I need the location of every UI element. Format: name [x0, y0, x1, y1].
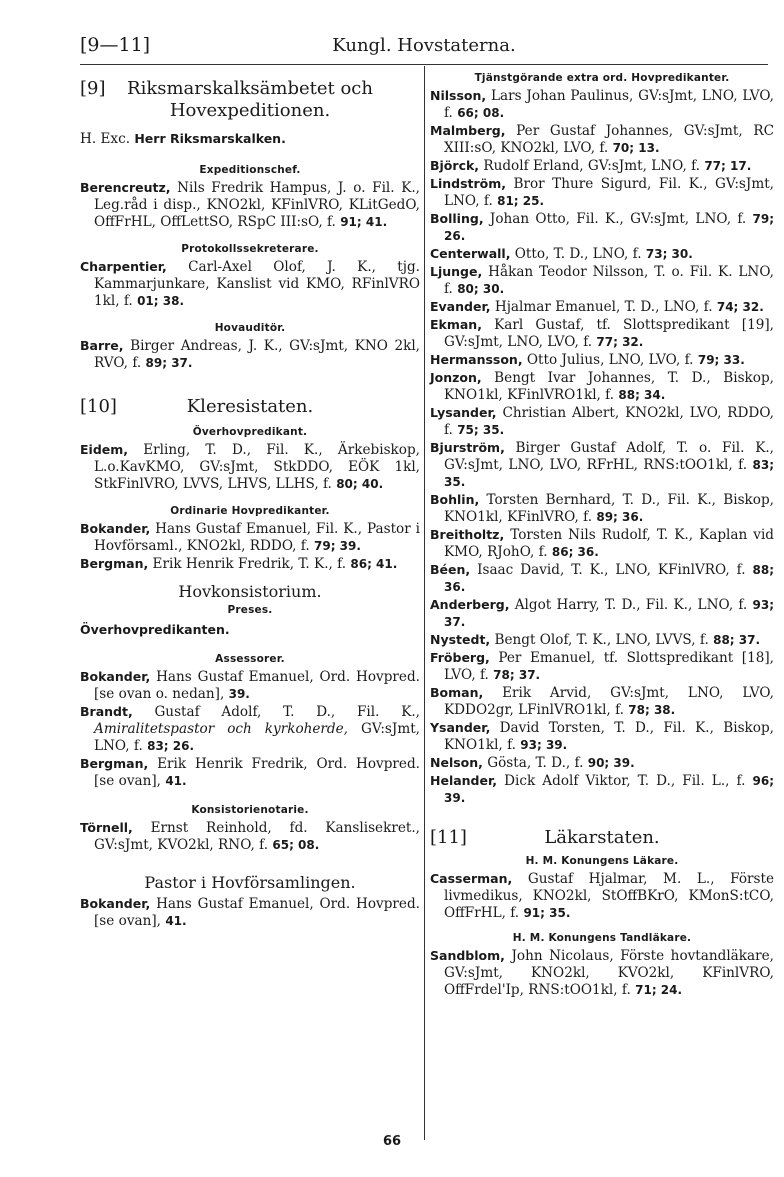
entry-charpentier: Charpentier, Carl-Axel Olof, J. K., tjg. Kammarjunkare, Kanslist vid KMO, RFinlVRO 1kl, f. 01; 38.: [80, 259, 420, 309]
section-10-heading: [10] Kleresistaten.: [80, 396, 314, 417]
entry-sandblom: Sandblom, John Nicolaus, Förste hovtandläkare, GV:sJmt, KNO2kl, KVO2kl, KFinlVRO, OffFrdel'Ip, RNS:tOO1kl, f. 71; 24.: [430, 948, 774, 998]
heading-hovkonsistorium: Hovkonsistorium.: [178, 582, 322, 601]
list-item: Anderberg, Algot Harry, T. D., Fil. K., LNO, f. 93; 37.: [430, 597, 774, 629]
entry-brandt: Brandt, Gustaf Adolf, T. D., Fil. K., Amiralitetspastor och kyrkoherde, GV:sJmt, LNO, f. 83; 26.: [80, 704, 420, 754]
list-item: Evander, Hjalmar Emanuel, T. D., LNO, f. 74; 32.: [430, 299, 764, 315]
page-header: [80, 34, 768, 62]
entry-bokander-3: Bokander, Hans Gustaf Emanuel, Ord. Hovpred. [se ovan], 41.: [80, 896, 420, 929]
list-item: Ysander, David Torsten, T. D., Fil. K., Biskop, KNO1kl, f. 93; 39.: [430, 720, 774, 753]
section-range: [9—11]: [80, 34, 151, 56]
hovpredikanter-list: [430, 87, 774, 807]
section-11-heading: [11] Läkarstaten.: [430, 827, 660, 848]
right-column: [430, 70, 774, 999]
list-item: Bohlin, Torsten Bernhard, T. D., Fil. K., Biskop, KNO1kl, KFinlVRO, f. 89; 36.: [430, 492, 774, 525]
list-item: Björck, Rudolf Erland, GV:sJmt, LNO, f. 77; 17.: [430, 158, 752, 174]
entry-barre: Barre, Birger Andreas, J. K., GV:sJmt, KNO 2kl, RVO, f. 89; 37.: [80, 338, 420, 371]
column-divider: [424, 66, 425, 1140]
entry-bokander-1: Bokander, Hans Gustaf Emanuel, Fil. K., Pastor i Hovförsaml., KNO2kl, RDDO, f. 79; 39.: [80, 521, 420, 554]
heading-expeditionschef: Expeditionschef.: [199, 164, 301, 176]
list-item: Malmberg, Per Gustaf Johannes, GV:sJmt, RC XIII:sO, KNO2kl, LVO, f. 70; 13.: [430, 123, 774, 156]
entry-eidem: Eidem, Erling, T. D., Fil. K., Ärkebiskop, L.o.KavKMO, GV:sJmt, StkDDO, EÖK 1kl, StkFinlVRO, LVVS, LHVS, LLHS, f. 80; 40.: [80, 442, 420, 492]
heading-preses: Preses.: [227, 604, 273, 616]
list-item: Bjurström, Birger Gustaf Adolf, T. o. Fil. K., GV:sJmt, LNO, LVO, RFrHL, RNS:tOO1kl, f. 83; 35.: [430, 440, 774, 489]
entry-berencreutz: Berencreutz, Nils Fredrik Hampus, J. o. Fil. K., Leg.råd i disp., KNO2kl, KFinlVRO, KLitGedO, OffFrHL, OffLettSO, RSpC III:sO, f. 91; 41.: [80, 180, 420, 230]
entry-bokander-2: Bokander, Hans Gustaf Emanuel, Ord. Hovpred. [se ovan o. nedan], 39.: [80, 669, 420, 702]
list-item: Nelson, Gösta, T. D., f. 90; 39.: [430, 755, 635, 771]
list-item: Centerwall, Otto, T. D., LNO, f. 73; 30.: [430, 246, 693, 262]
entry-bergman-1: Bergman, Erik Henrik Fredrik, T. K., f. 86; 41.: [80, 556, 398, 572]
heading-assessorer: Assessorer.: [215, 653, 285, 665]
list-item: Nystedt, Bengt Olof, T. K., LNO, LVVS, f. 88; 37.: [430, 632, 761, 648]
running-title: Kungl. Hovstaterna.: [332, 35, 516, 56]
entry-tornell: Törnell, Ernst Reinhold, fd. Kanslisekret., GV:sJmt, KVO2kl, RNO, f. 65; 08.: [80, 820, 420, 853]
list-item: Hermansson, Otto Julius, LNO, LVO, f. 79; 33.: [430, 352, 745, 368]
heading-hovauditor: Hovauditör.: [214, 322, 286, 334]
list-item: Ljunge, Håkan Teodor Nilsson, T. o. Fil. K. LNO, f. 80; 30.: [430, 264, 774, 297]
heading-konsistorienotarie: Konsistorienotarie.: [191, 804, 309, 816]
heading-tjanstgorande: Tjänstgörande extra ord. Hovpredikanter.: [474, 72, 730, 84]
heading-ordinarie-hovpredikanter: Ordinarie Hovpredikanter.: [170, 505, 330, 517]
section-9-heading: [9] Riksmarskalksämbetet och Hovexpeditionen.: [80, 78, 373, 121]
list-item: Helander, Dick Adolf Viktor, T. D., Fil. L., f. 96; 39.: [430, 773, 774, 805]
left-column: [80, 70, 420, 930]
header-rule: [80, 64, 768, 65]
list-item: Jonzon, Bengt Ivar Johannes, T. D., Biskop, KNO1kl, KFinlVRO1kl, f. 88; 34.: [430, 370, 774, 403]
preses-value: Överhovpredikanten.: [80, 622, 230, 637]
list-item: Boman, Erik Arvid, GV:sJmt, LNO, LVO, KDDO2gr, LFinlVRO1kl, f. 78; 38.: [430, 685, 774, 718]
list-item: Fröberg, Per Emanuel, tf. Slottspredikant [18], LVO, f. 78; 37.: [430, 650, 774, 683]
entry-casserman: Casserman, Gustaf Hjalmar, M. L., Förste livmedikus, KNO2kl, StOffBKrO, KMonS:tCO, OffFrHL, f. 91; 35.: [430, 871, 774, 921]
heading-pastor-hovforsamlingen: Pastor i Hovförsamlingen.: [144, 873, 356, 892]
list-item: Nilsson, Lars Johan Paulinus, GV:sJmt, LNO, LVO, f. 66; 08.: [430, 88, 774, 121]
heading-overhovpredikant: Överhovpredikant.: [192, 426, 308, 438]
list-item: Béen, Isaac David, T. K., LNO, KFinlVRO, f. 88; 36.: [430, 562, 774, 594]
excellency-line: H. Exc. Herr Riksmarskalken.: [80, 131, 286, 147]
heading-konungens-tandlakare: H. M. Konungens Tandläkare.: [512, 932, 692, 944]
heading-konungens-lakare: H. M. Konungens Läkare.: [525, 855, 679, 867]
heading-protokollssekreterare: Protokollssekreterare.: [181, 243, 319, 255]
list-item: Breitholtz, Torsten Nils Rudolf, T. K., Kaplan vid KMO, RJohO, f. 86; 36.: [430, 527, 774, 560]
page-number: 66: [382, 1134, 402, 1149]
entry-bergman-2: Bergman, Erik Henrik Fredrik, Ord. Hovpred. [se ovan], 41.: [80, 756, 420, 789]
list-item: Ekman, Karl Gustaf, tf. Slottspredikant [19], GV:sJmt, LNO, LVO, f. 77; 32.: [430, 317, 774, 350]
list-item: Lysander, Christian Albert, KNO2kl, LVO, RDDO, f. 75; 35.: [430, 405, 774, 438]
list-item: Bolling, Johan Otto, Fil. K., GV:sJmt, LNO, f. 79; 26.: [430, 211, 774, 243]
list-item: Lindström, Bror Thure Sigurd, Fil. K., GV:sJmt, LNO, f. 81; 25.: [430, 176, 774, 209]
